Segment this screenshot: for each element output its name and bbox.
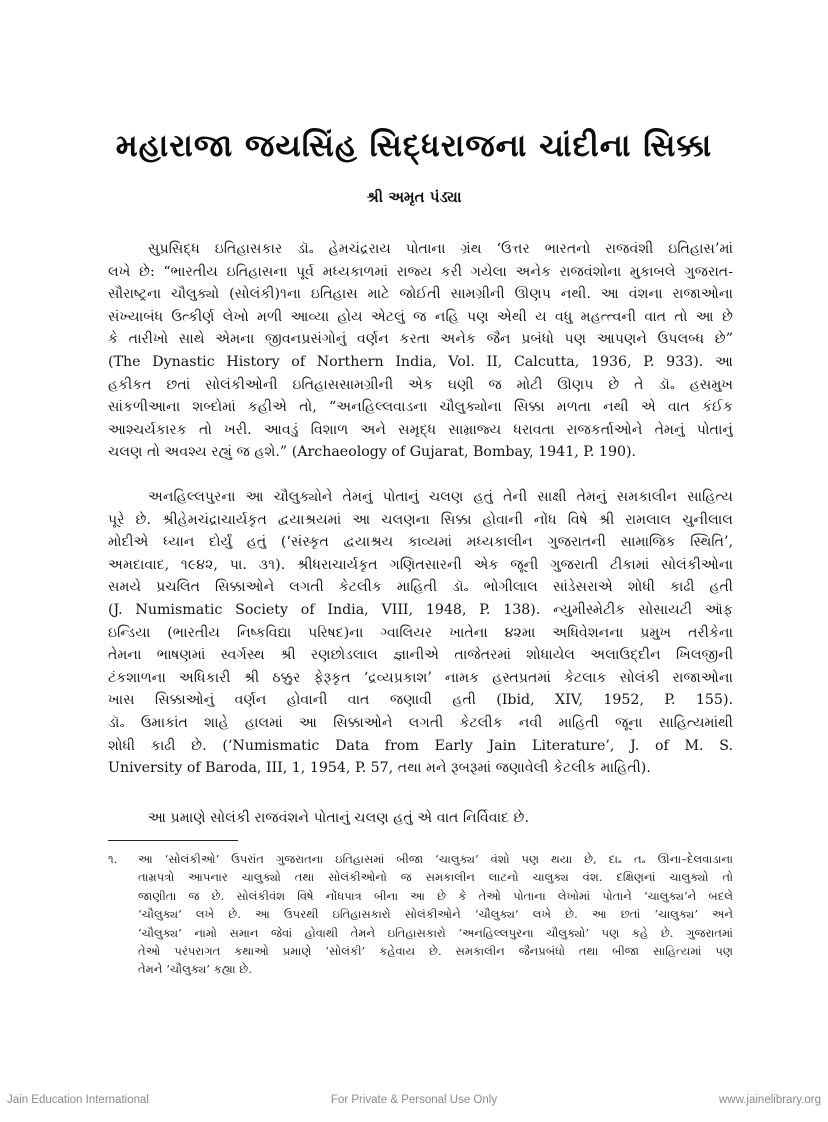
text-line: ડૉ૰ ઉમાકાંત શાહે હાલમાં આ સિક્કાઓને લગતી કેટલીક નવી માહિતી જૂના સાહિત્યમાંથી [108,714,733,731]
footnote-line: ‘ચૌલુક્ય’ લખે છે. આ ઉપરથી ઇતિહાસકારો સોલંકીઓને ‘ચૌલુક્ય’ લખે છે. આ છતાં ‘ચાલુક્ય’ અને [138,907,733,922]
footnote-line: તામ્રપત્રો આપનાર ચાલુક્યો તથા સોલંકીઓનો જ સમકાલીન લાટનો ચાલુક્ય વંશ. દક્ષિણનાં ચાલુક્યો તો [138,870,733,885]
text-line: આ પ્રમાણે સોલંકી રાજવંશને પોતાનું ચલણ હતું એ વાત નિર્વિવાદ છે. [148,810,530,826]
text-line: પૂરે છે. શ્રીહેમચંદ્રાચાર્યકૃત દ્વયાશ્રયમાં આ ચલણના સિક્કા હોવાની નોંધ વિષે શ્રી રામલાલ ચુનીલાલ [108,511,733,528]
body-paragraph-3 [108,807,733,839]
footer-website-link[interactable]: www.jainelibrary.org [718,1094,821,1106]
footnote-line: તેઓ પરંપરાગત કથાઓ પ્રમાણે ‘સોલંકી’ કહેવાય છે. સમકાલીન જૈનપ્રબંધો તથા બીજા સાહિત્યમાં પણ [138,944,733,959]
text-line: આશ્ચર્યકારક તો ખરી. આવડું વિશાળ અને સમૃદ્ધ સામ્રાજ્ય ધરાવતા રાજકર્તાઓને તેમનું પોતાનું [108,421,733,438]
text-line: (The Dynastic History of Northern India, Vol. II, Calcutta, 1936, P. 933). આ [108,353,733,370]
footnote-line: જાણીતા જ છે. સોલંકીવંશ વિષે નોંધપાત્ર બીના આ છે કે તેઓ પોતાના લેખોમાં પોતાને ‘ચાલુક્ય’ને બદલે [138,888,733,903]
body-paragraph-2 [108,486,733,789]
article-title: મહારાજા જયસિંહ સિદ્ધરાજના ચાંદીના સિક્કા [115,128,713,164]
text-line: ઇન્ડિયા (ભારતીય નિષ્કવિદ્યા પરિષદ)ના ગ્વાલિયર ખાતેના ૪૨મા અધિવેશનના પ્રમુખ તરીકેના [108,624,733,641]
text-line: મોદીએ ધ્યાન દોર્યું હતું (‘સંસ્કૃત દ્વયાશ્રય કાવ્યમાં મધ્યકાલીન ગુજરાતની સામાજિક સ્થિતિ’, [108,534,733,551]
text-line: સમયે પ્રચલિત સિક્કાઓને લગતી કેટલીક માહિતી ડૉ૰ ભોગીલાલ સાંડેસરાએ શોધી કાઢી હતી [108,579,733,596]
text-line: હકીકત છતાં સોલંકીઓની ઇતિહાસસામગ્રીની એક ઘણી જ મોટી ઊણપ છે તે ડૉ૰ હસમુખ [108,376,733,393]
text-line: ટંકશાળના અધિકારી શ્રી ઠક્કુર ફેરૂકૃત ‘દ્રવ્યપ્રકાશ’ નામક હસ્તપ્રતમાં કેટલાક સોલંકી રાજાઓના [108,669,733,686]
text-line: સુપ્રસિદ્ધ ઇતિહાસકાર ડૉ૰ હેમચંદ્રરાય પોતાના ગ્રંથ ‘ઉત્તર ભારતનો રાજવંશી ઇતિહાસ’માં [148,241,733,257]
text-line: અમદાવાદ, ૧૯૪૨, પા. ૩૧). શ્રીધરાચાર્યકૃત ગણિતસારની એક જૂની ગુજરાતી ટીકામાં સોલંકીઓના [108,556,733,573]
text-line: (J. Numismatic Society of India, VIII, 1948, P. 138). ન્યુમીસ્મેટીક સોસાયટી ઑફ [108,601,733,618]
text-line: ચલણ તો અવશ્ય રહ્યું જ હશે.” (Archaeology of Gujarat, Bombay, 1941, P. 190). [108,444,637,461]
footer-usage-notice: For Private & Personal Use Only [330,1094,498,1106]
footnote [108,850,733,979]
footnote-divider [108,840,238,841]
text-line: સાંકળીઆના શબ્દોમાં કહીએ તો, “અનહિલ્લવાડના ચૌલુક્યોના સિક્કા મળતા નથી એ વાત કંઈક [108,399,733,416]
text-line: તેમના ભાષણમાં સ્વર્ગસ્થ શ્રી રણછોડલાલ જ્ઞાનીએ તાજેતરમાં શોધાયેલ અલાઉદ્દીન ખિલજીની [108,647,733,664]
text-line: અનહિલ્લપુરના આ ચૌલુક્યોને તેમનું પોતાનું ચલણ હતું તેની સાક્ષી તેમનું સમકાલીન સાહિત્ય [148,489,733,505]
text-line: લખે છે: “ભારતીય ઇતિહાસના પૂર્વ મધ્યકાળમાં રાજ્ય કરી ગયેલા અનેક રાજવંશોના મુકાબલે ગુજરાત- [108,263,733,280]
body-paragraph-1 [108,238,733,473]
footnote-body [138,850,733,979]
text-line: કે તારીખો સાથે એમના જીવનપ્રસંગોનું વર્ણન કરતા અનેક જૈન પ્રબંધો પણ આપણને ઉપલબ્ધ છે” [108,331,733,348]
text-line: શોધી કાઢી છે. (‘Numismatic Data from Early Jain Literature’, J. of M. S. [108,737,733,754]
footnote-line: ‘ચૌલુક્ય’ નામો સમાન જેવાં હોવાથી તેમને ઇતિહાસકારો ‘અનહિલ્લપુરના ચૌલુક્યો’ પણ કહે છે. ગુજરાતમાં [138,925,733,940]
text-line: University of Baroda, III, 1, 1954, P. 57, તથા મને રૂબરૂમાં જણાવેલી કેટલીક માહિતી). [108,760,651,777]
text-line: ખાસ સિક્કાઓનું વર્ણન હોવાની વાત જણાવી હતી (Ibid, XIV, 1952, P. 155). [108,692,733,709]
footnote-line: તેમને ‘ચૌલુક્ય’ કહ્યા છે. [138,962,252,977]
text-line: સંખ્યાબંધ ઉત્કીર્ણ લેખો મળી આવ્યા હોય એટલું જ નહિ પણ એથી ય વધુ મહત્ત્વની વાત તો આ છે [108,308,733,325]
page-footer [0,1094,828,1114]
article-author: શ્રી અમૃત પંડ્યા [366,188,462,206]
footnote-number: ૧. [108,852,118,866]
footer-publisher: Jain Education International [7,1094,149,1106]
text-line: સૌરાષ્ટ્રના ચૌલુક્યો (સોલંકી)૧ના ઇતિહાસ માટે જોઈતી સામગ્રીની ઊણપ નથી. આ વંશના રાજાઓના [108,286,733,303]
footnote-line: આ ‘સોલંકીઓ’ ઉપરાંત ગુજરાતના ઇતિહાસમાં બીજા ‘ચાલુક્ય’ વંશો પણ થયા છે, દા૰ ત૰ ઊના–દેલવાડાના [138,852,733,866]
